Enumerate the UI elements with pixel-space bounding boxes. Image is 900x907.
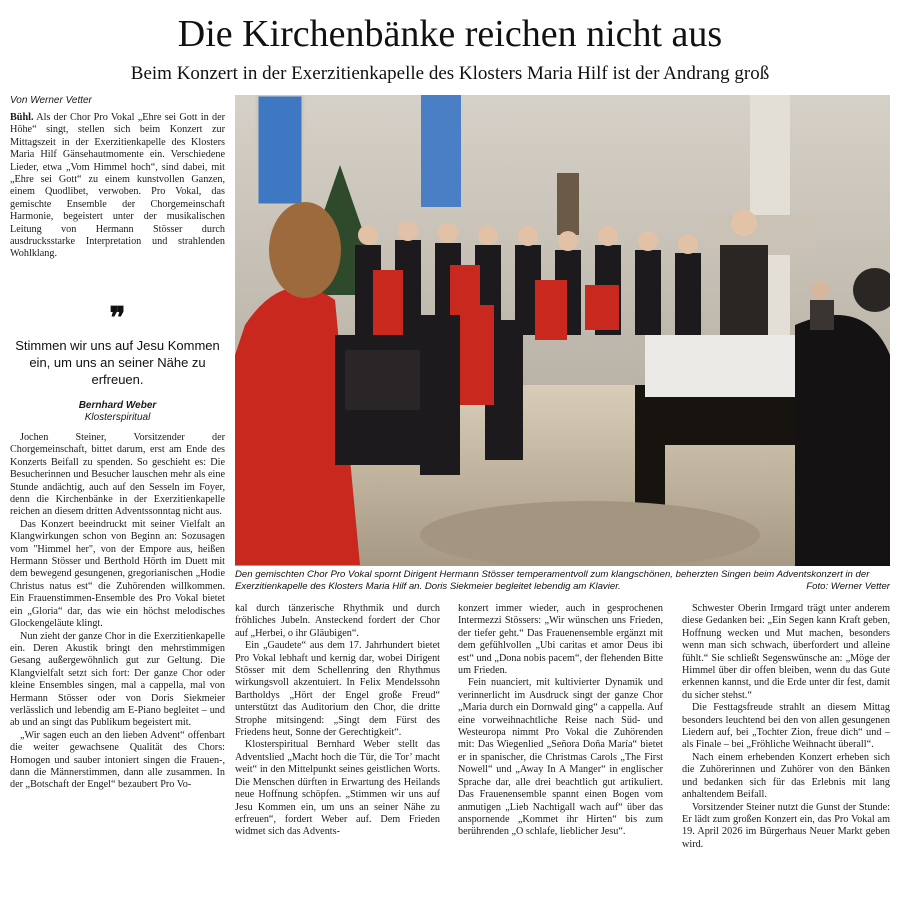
paragraph: Das Konzert beeindruckt mit seiner Vielfalt an Klangwirkungen schon von Beginn an: Sozusagen vom "Himmel her", von der Empore aus, heißen Hermann Stösser und Berthold Hörth im Duett mit dem bewegend gesungenen, gregorianischen „Hodie Christus natus est“ die Zuhörenden willkommen. Ein Frauenstimmen-Ensemble des Pro Vokal bietet ein „Gloria“ dar, das wie ein höchst melodisches Glockengeläute klingt. <box>10 518 225 630</box>
paragraph: Schwester Oberin Irmgard trägt unter anderem diese Gedanken bei: „Ein Segen kann Kraft geben, Hoffnung wecken und Mut machen, besonders wenn man sich schwach, überfordert und alleine fühlt.“ Sie schließt Segenswünsche an: „Möge der Himmel über dir offen bleiben, wenn du das Gute erkennen kannst, und die Erde unter dir fest, damit du sicher stehst.“ <box>682 603 890 701</box>
paragraph: konzert immer wieder, auch in gesprochenen Intermezzi Stössers: „Wir wünschen uns Frieden, der tiefer geht.“ Das Frauenensemble ergänzt mit dem gefühlvollen „Ubi caritas et amor Deus ibi est“ und „Dona nobis pacem“, der flehenden Bitte um Frieden. <box>458 603 663 677</box>
paragraph: Nun zieht der ganze Chor in die Exerzitienkapelle ein. Deren Akustik bringt den mehrstimmigen Gesang außergewöhnlich gut zur Geltung. Die Klangvielfalt setzt sich fort: Der ganze Chor oder kleine Ensembles singen, mal a cappella, mal von Hermann Stösser oder von Doris Siekmeier verlässlich und lebendig am E-Piano begleitet – und ab und an singt das Publikum begeistert mit. <box>10 630 225 729</box>
quote-mark-icon: ❞ <box>109 302 126 335</box>
paragraph: Nach einem erhebenden Konzert erheben sich die Zuhörerinnen und Zuhörer von den Bänken und bedanken sich für das Erlebnis mit lang anhaltendem Beifall. <box>682 751 890 801</box>
column-1-body <box>10 432 225 792</box>
quote-author: Bernhard Weber <box>78 400 157 411</box>
paragraph: Klosterspiritual Bernhard Weber stellt das Adventslied „Macht hoch die Tür, die Tor’ macht weit“ in den Mittelpunkt seines geistlichen Worts. Die Menschen dürften in Erwartung des Heilands neue Hoffnung schöpfen. „Stimmen wir uns auf Jesu Kommen ein, um uns an seiner Nähe zu erfreuen“, fordert Weber auf. Dem Frieden widmet sich das Advents- <box>235 739 440 838</box>
photo-credit: Foto: Werner Vetter <box>806 581 890 592</box>
quote-role: Klosterspiritual <box>84 412 151 423</box>
article-headline: Die Kirchenbänke reichen nicht aus <box>177 13 723 55</box>
byline: Von Werner Vetter <box>10 95 92 106</box>
photo-caption <box>235 569 890 593</box>
paragraph: Die Festtagsfreude strahlt an diesem Mittag besonders leuchtend bei den von allen gesungenen Liedern auf, bei „Tochter Zion, freue dich“ und – als Finale – bei „Fröhliche Weihnacht überall“. <box>682 702 890 751</box>
paragraph: Fein nuanciert, mit kultivierter Dynamik und verinnerlicht im Ausdruck singt der ganze Chor „Maria durch ein Dornwald ging“ a cappella. Auf eine vorweihnachtliche Reise nach Süd- und Westeuropa nimmt Pro Vokal die Zuhörenden mit: Das Wiegenlied „Señora Doña María“ bietet er in spanischer, die Christmas Carols „The First Nowell“ und „Away In A Manger“ in englischer Sprache dar, alle drei beachtlich gut artikuliert. Das Frauenensemble spannt einen Bogen vom anmutigen „Lieb Nachtigall wach auf“ über das anspornende „Kommet ihr Hirten“ bis zum berührenden „O schlafe, lieblicher Jesu“. <box>458 677 663 838</box>
intro-text: Als der Chor Pro Vokal „Ehre sei Gott in der Höhe“ singt, stellen sich beim Konzert zur Mittagszeit in der Exerzitienkapelle des Klosters Maria Hilf Gänsehautmomente ein. Verschiedene Lieder, etwa „Vom Himmel hoch“, sind dabei, mit „Ehre sei Gott“ zu einem kunstvollen Ganzen, einem Quodlibet, verwoben. Pro Vokal, das gemischte Ensemble der Chorgemeinschaft Harmonie, begeistert unter der musikalischen Leitung von Hermann Stösser durch ausdrucksstarke Interpretation und strahlenden Wohlklang. <box>10 112 226 260</box>
column-1-intro <box>10 112 225 261</box>
paragraph: kal durch tänzerische Rhythmik und durch fröhliches Jubeln. Ansteckend fordert der Chor auf „Herbei, o ihr Gläubigen“. <box>235 603 440 639</box>
paragraph: „Wir sagen euch an den lieben Advent“ offenbart die weiter gewachsene Qualität des Chors: Homogen und sauber intoniert singen die Frauen-, dann die Männerstimmen, dann alle zusammen. In der „Botschaft der Engel“ bezaubert Pro Vo- <box>10 729 225 791</box>
paragraph: Vorsitzender Steiner nutzt die Gunst der Stunde: Er lädt zum großen Konzert ein, das Pro Vokal am 19. April 2026 im Bürgerhaus Neuer Markt geben wird. <box>682 801 890 850</box>
article-subheadline: Beim Konzert in der Exerzitienkapelle des Klosters Maria Hilf ist der Andrang groß <box>130 63 770 84</box>
choir-photo <box>235 95 890 566</box>
pull-quote <box>10 302 225 424</box>
column-2 <box>235 603 440 839</box>
column-3 <box>458 603 663 839</box>
quote-text: Stimmen wir uns auf Jesu Kommen ein, um uns an seiner Nähe zu erfreuen. <box>15 338 220 387</box>
caption-text: Den gemischten Chor Pro Vokal spornt Dirigent Hermann Stösser temperamentvoll zum klangschönen, beherzten Singen beim Adventskonzert in der Exerzitienkapelle des Klosters Maria Hilf an. Doris Siekmeier begleitet lebendig am Klavier. <box>235 569 870 592</box>
paragraph: Jochen Steiner, Vorsitzender der Chorgemeinschaft, bittet darum, erst am Ende des Konzerts Beifall zu spenden. So geschieht es: Die Besucherinnen und Besucher lauschen mehr als eine Stunde andächtig, auch auf den Sesseln im Foyer, denn die Kirchenbänke in der Exerzitienkapelle reichen an diesem dritten Adventssonntag nicht aus. <box>10 432 225 518</box>
dateline: Bühl. <box>10 112 34 123</box>
column-4 <box>682 603 890 851</box>
paragraph: Ein „Gaudete“ aus dem 17. Jahrhundert bietet Pro Vokal lebhaft und kernig dar, wobei Dirigent Stösser mit dem Schellenring den Rhythmus wirkungsvoll akzentuiert. In Felix Mendelssohn Bartholdys „Hört der Engel große Freud“ unterstützt das Auditorium den Chor, die dritte Strophe mitsingend: „Singt dem Fürst des Friedens heut, Sonne der Gerechtigkeit“. <box>235 640 440 739</box>
